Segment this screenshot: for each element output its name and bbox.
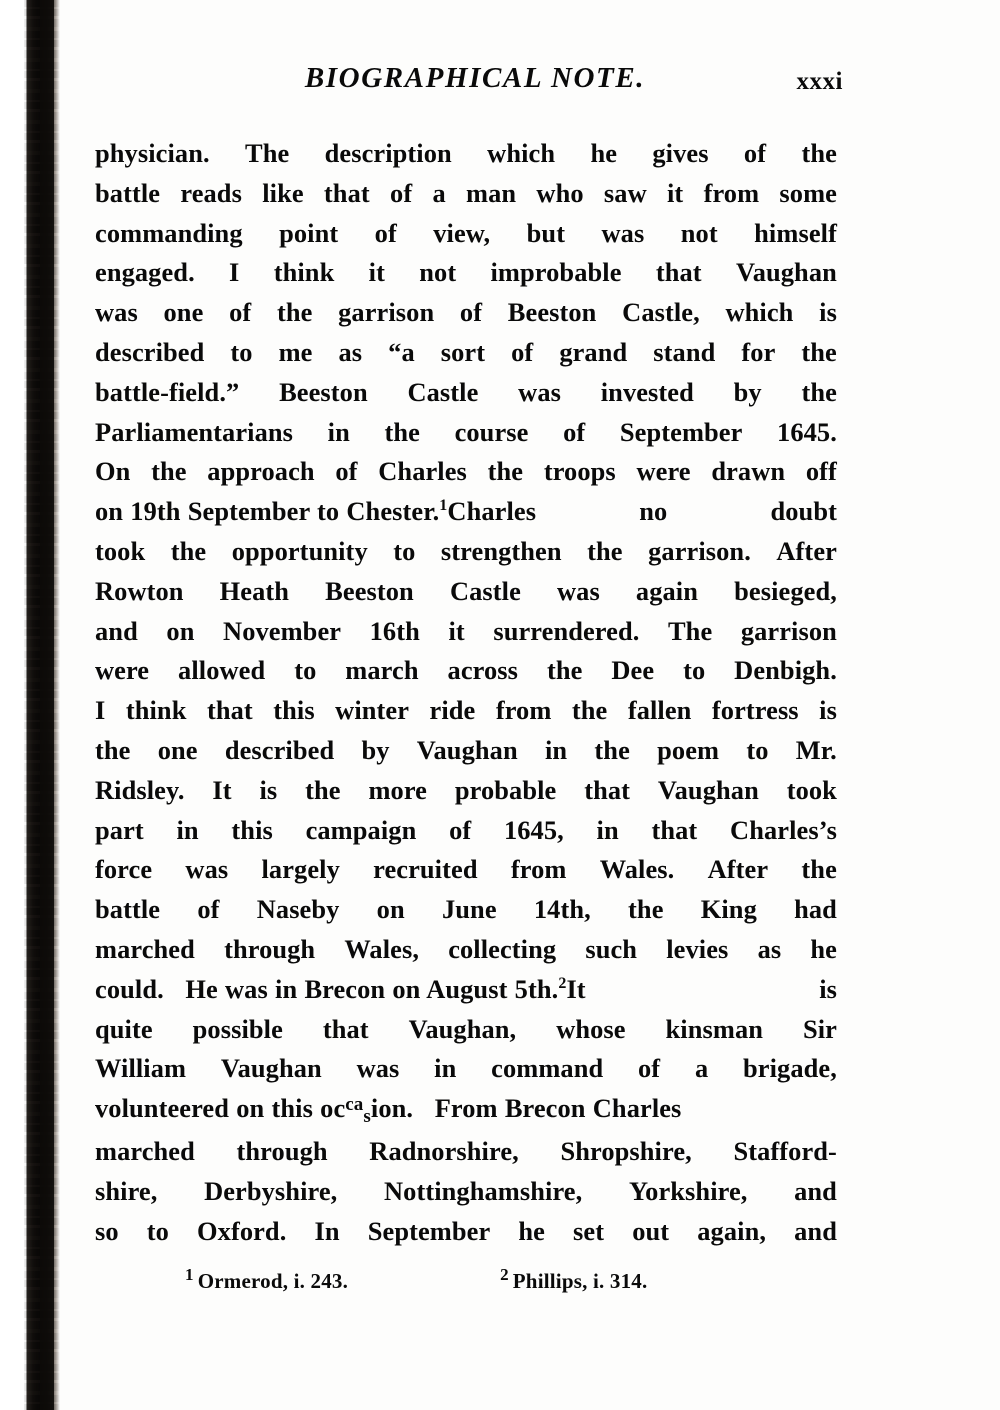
word: force (95, 854, 153, 885)
word: allowed (178, 655, 266, 686)
word: on (166, 615, 195, 646)
word: to (294, 655, 317, 686)
word: across (447, 655, 519, 686)
word: quite (95, 1013, 153, 1044)
word: Castle (449, 575, 521, 606)
word: is (819, 973, 837, 1004)
page-number: xxxi (796, 68, 843, 95)
word: fallen (627, 695, 692, 726)
word: After (776, 535, 837, 566)
word: fortress (711, 695, 799, 726)
word: Radnorshire, (369, 1135, 519, 1166)
text-line-with-footnote-ref: on 19th September to Chester.$^1$ Charles no doubt (95, 492, 837, 532)
word: whose (556, 1013, 626, 1044)
word: In (314, 1215, 340, 1246)
word: the (95, 734, 131, 765)
word: improbable (490, 257, 622, 288)
word: by (361, 734, 390, 765)
text-line (95, 293, 837, 333)
word: “a (388, 336, 415, 367)
word: to (746, 734, 769, 765)
word: Vaughan (220, 1053, 322, 1084)
word: Vaughan (735, 257, 837, 288)
word: recruited (373, 854, 478, 885)
text-line (95, 214, 837, 254)
word: he (590, 138, 618, 168)
word: a (694, 1053, 709, 1084)
text-line (95, 1212, 837, 1252)
word: kinsman (665, 1013, 764, 1044)
word: Sir (802, 1013, 837, 1044)
footnote-ref-2[interactable]: 2 (558, 974, 567, 992)
text-line (95, 174, 837, 214)
word: troops (543, 456, 616, 487)
word: garrison (338, 297, 435, 328)
word: battle (95, 894, 161, 925)
word: one (157, 734, 198, 765)
text-line (95, 134, 837, 174)
word: marched (95, 933, 195, 964)
word: think (273, 257, 335, 288)
footnote-ref-1[interactable]: 1 (439, 497, 448, 515)
word: Beeston (507, 297, 597, 328)
word: not (419, 257, 457, 288)
word: of (390, 177, 413, 208)
text-line (95, 691, 837, 731)
word: reads (180, 177, 242, 208)
text-line (95, 413, 837, 453)
word: William (95, 1053, 187, 1084)
footnote-area (95, 1265, 837, 1294)
word: me (278, 336, 313, 367)
scan-gutter-shadow (0, 0, 60, 1410)
footnote-marker: 1 (185, 1265, 194, 1285)
word: of (197, 894, 220, 925)
scan-page-edge (40, 0, 54, 1410)
text-line (95, 1049, 837, 1089)
word: the (801, 376, 837, 407)
text-line (95, 452, 837, 492)
word: shire, (95, 1175, 158, 1206)
text-line: volunteered on this $oc^{ca}_sion$. From Brecon Charles (95, 1093, 682, 1128)
word: On (95, 456, 131, 487)
word: through (236, 1135, 328, 1166)
word: man (466, 177, 517, 208)
word: garrison. (648, 535, 751, 566)
word: of (335, 456, 358, 487)
word: Naseby (256, 894, 340, 925)
word: battle (95, 177, 161, 208)
word: Charles (378, 456, 467, 487)
footnote-1 (185, 1265, 349, 1294)
word: were (95, 655, 150, 686)
word: physician. (95, 138, 210, 168)
word: Oxford. (197, 1215, 287, 1246)
word: the (546, 655, 583, 686)
word: November (223, 615, 342, 646)
word: think (125, 695, 187, 726)
word: no (639, 496, 668, 527)
word: levies (666, 933, 729, 964)
word: campaign (305, 814, 417, 845)
word: of (229, 297, 252, 328)
word: not (680, 217, 718, 248)
word: Ridsley. (95, 774, 185, 805)
word: point (279, 217, 339, 248)
word: and (794, 1175, 837, 1206)
word: It (566, 973, 586, 1004)
word: the (801, 336, 837, 367)
word: Dee (611, 655, 655, 686)
word: of (511, 336, 534, 367)
word: it (666, 177, 684, 208)
word: September (619, 416, 743, 447)
word: march (345, 655, 419, 686)
word: brigade, (743, 1053, 837, 1084)
word: Castle, (622, 297, 700, 328)
word: September (367, 1215, 491, 1246)
word: was (518, 376, 561, 407)
word: that (323, 177, 370, 208)
word: It (212, 774, 232, 805)
text-line (95, 373, 837, 413)
body-text (95, 134, 837, 1251)
word: described (224, 734, 335, 765)
text-line (95, 811, 837, 851)
word: for (741, 336, 776, 367)
word: that (651, 814, 698, 845)
page-content (95, 0, 843, 1294)
text-line (95, 850, 837, 890)
footnote-marker: 2 (500, 1265, 509, 1285)
word: again (635, 575, 699, 606)
word: as (338, 336, 363, 367)
word: the (801, 854, 837, 885)
word: the (487, 456, 524, 487)
word: the (384, 416, 420, 447)
word: marched (95, 1135, 195, 1166)
word: one (163, 297, 204, 328)
footnote-2 (500, 1265, 648, 1294)
text-line (95, 930, 837, 970)
word: that (655, 257, 702, 288)
word: grand (559, 336, 628, 367)
word: through (224, 933, 316, 964)
text-line (95, 572, 837, 612)
word: is (259, 774, 278, 805)
word: some (779, 177, 837, 208)
word: of (638, 1053, 661, 1084)
word: After (707, 854, 769, 885)
word: took (786, 774, 837, 805)
word: himself (754, 217, 837, 248)
word: it (368, 257, 385, 288)
word: took (95, 535, 146, 566)
word: Nottinghamshire, (383, 1175, 583, 1206)
word: June (441, 894, 497, 925)
word: of (449, 814, 472, 845)
word: the (594, 734, 630, 765)
word: Wales. (599, 854, 675, 885)
word: on (376, 894, 405, 925)
word: had (794, 894, 837, 925)
word: the (628, 894, 664, 925)
word: a (432, 177, 446, 208)
word: 1645. (777, 416, 837, 447)
word: the (276, 297, 313, 328)
word: he (810, 933, 837, 964)
word: who (536, 177, 584, 208)
word: drawn (711, 456, 786, 487)
word: opportunity (231, 535, 368, 566)
word: 16th (369, 615, 420, 646)
word: invested (600, 376, 694, 407)
word: of (374, 217, 397, 248)
word: and (794, 1215, 837, 1246)
word: I (95, 695, 106, 726)
word: The (245, 138, 290, 168)
word: Charles (447, 496, 537, 527)
word: off (805, 456, 837, 487)
word: was (185, 854, 229, 885)
word: described (95, 336, 205, 367)
word: out (632, 1215, 670, 1246)
word: Stafford- (733, 1135, 837, 1166)
text-line (95, 1132, 837, 1172)
word: in (544, 734, 568, 765)
text-line (95, 1010, 837, 1050)
word: The (667, 615, 713, 646)
word: approach (207, 456, 315, 487)
word: that (322, 1013, 369, 1044)
word: but (526, 217, 566, 248)
word: King (700, 894, 757, 925)
word: 1645, (503, 814, 564, 845)
text-line (95, 1172, 837, 1212)
text-line (95, 253, 837, 293)
word: view, (433, 217, 491, 248)
word: is (819, 695, 837, 726)
word: the (305, 774, 341, 805)
word: saw (603, 177, 647, 208)
word: course (454, 416, 529, 447)
word: to (683, 655, 706, 686)
word: to (146, 1215, 169, 1246)
word: command (491, 1053, 604, 1084)
running-head-title: BIOGRAPHICAL NOTE. (304, 62, 646, 94)
word: and (95, 615, 138, 646)
word: strengthen (440, 535, 562, 566)
text-line (95, 612, 837, 652)
paragraph-continued (95, 134, 837, 1251)
text-line-with-footnote-ref: could. He was in Brecon on August 5th.$^2$ It is (95, 970, 837, 1010)
word: was (95, 297, 138, 328)
word: Vaughan (657, 774, 759, 805)
word: he (518, 1215, 545, 1246)
word: such (585, 933, 638, 964)
word: garrison (740, 615, 837, 646)
word: again, (697, 1215, 767, 1246)
word: it (448, 615, 465, 646)
word: from (703, 177, 760, 208)
word: battle-field.” (95, 376, 240, 407)
word: to (393, 535, 416, 566)
word: possible (192, 1013, 283, 1044)
word: which (725, 297, 794, 328)
word: in (176, 814, 199, 845)
word: from (495, 695, 552, 726)
word: probable (454, 774, 557, 805)
word: the (801, 138, 837, 168)
word: is (819, 297, 837, 328)
word: that (206, 695, 253, 726)
word: was (601, 217, 645, 248)
word: description (324, 138, 452, 168)
footnote-text: Phillips, i. 314. (512, 1269, 648, 1294)
word: by (733, 376, 762, 407)
text-line (95, 771, 837, 811)
text-line (95, 890, 837, 930)
word: to (230, 336, 253, 367)
word: Shropshire, (560, 1135, 692, 1166)
word: was (356, 1053, 400, 1084)
word: Heath (219, 575, 290, 606)
word: besieged, (734, 575, 837, 606)
word: largely (261, 854, 340, 885)
word: from (510, 854, 567, 885)
word: Beeston (325, 575, 414, 606)
word: the (170, 535, 207, 566)
word: winter (335, 695, 410, 726)
word: in (596, 814, 619, 845)
word: Vaughan, (408, 1013, 517, 1044)
word: which (487, 138, 556, 168)
word: were (636, 456, 691, 487)
word: Yorkshire, (628, 1175, 748, 1206)
word: in (327, 416, 350, 447)
word: Denbigh. (734, 655, 837, 686)
word: the (571, 695, 608, 726)
text-line (95, 731, 837, 771)
word: Vaughan (416, 734, 518, 765)
word: stand (653, 336, 716, 367)
word: I (229, 257, 240, 288)
word: like (262, 177, 304, 208)
word: surrendered. (493, 615, 640, 646)
word: collecting (448, 933, 557, 964)
word: Castle (407, 376, 479, 407)
word: set (573, 1215, 605, 1246)
word: of (743, 138, 767, 168)
word: doubt (770, 496, 837, 527)
word: more (368, 774, 427, 805)
word: commanding (95, 217, 243, 248)
word: Beeston (279, 376, 368, 407)
word: the (587, 535, 623, 566)
word: part (95, 814, 144, 845)
word: in (434, 1053, 457, 1084)
text-line (95, 333, 837, 373)
word: Rowton (95, 575, 184, 606)
word: 14th, (533, 894, 591, 925)
word: of (459, 297, 483, 328)
word: was (557, 575, 600, 606)
word: as (757, 933, 782, 964)
word: Derbyshire, (204, 1175, 338, 1206)
word: sort (440, 336, 486, 367)
word: Charles’s (730, 814, 837, 845)
word: Mr. (795, 734, 837, 765)
word: ride (429, 695, 476, 726)
running-head (95, 62, 843, 108)
word: poem (657, 734, 720, 765)
footnote-text: Ormerod, i. 243. (197, 1269, 349, 1294)
word: Parliamentarians (95, 416, 294, 447)
word: Wales, (344, 933, 420, 964)
word: that (584, 774, 631, 805)
word: this (273, 695, 315, 726)
word: engaged. (95, 257, 195, 288)
text-line (95, 651, 837, 691)
word: this (231, 814, 273, 845)
word: so (95, 1215, 119, 1246)
text-line (95, 532, 837, 572)
word: of (563, 416, 586, 447)
word: the (151, 456, 187, 487)
word: gives (652, 138, 709, 168)
